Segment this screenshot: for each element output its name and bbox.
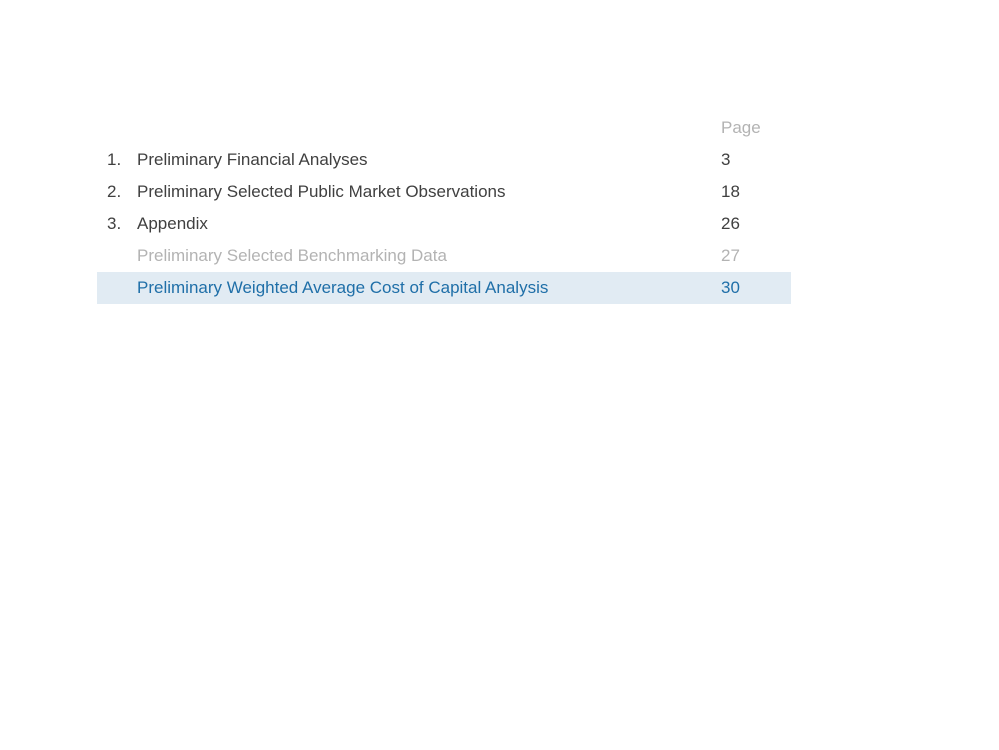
toc-subitem-wacc-analysis[interactable]: [97, 272, 791, 304]
page-column-header: Page: [721, 118, 761, 137]
toc-item-title: Preliminary Selected Benchmarking Data: [137, 246, 447, 265]
toc-item-number: 2.: [107, 182, 122, 201]
toc-item-title: Preliminary Financial Analyses: [137, 150, 368, 169]
toc-item-page: 30: [721, 278, 740, 297]
toc-item-page: 26: [721, 214, 740, 233]
toc-item-appendix[interactable]: [97, 208, 791, 240]
toc-item-title: Appendix: [137, 214, 208, 233]
toc-item-public-market-observations[interactable]: [97, 176, 791, 208]
toc-item-page: 3: [721, 150, 731, 169]
toc-item-number: 3.: [107, 214, 122, 233]
toc-item-page: 18: [721, 182, 740, 201]
toc-item-title: Preliminary Weighted Average Cost of Capital Analysis: [137, 278, 549, 297]
toc-item-page: 27: [721, 246, 740, 265]
toc-item-number: 1.: [107, 150, 122, 169]
toc-item-financial-analyses[interactable]: [97, 144, 791, 176]
toc-item-title: Preliminary Selected Public Market Observations: [137, 182, 506, 201]
toc-header: [97, 112, 791, 144]
table-of-contents: [97, 112, 791, 304]
toc-subitem-benchmarking-data[interactable]: [97, 240, 791, 272]
